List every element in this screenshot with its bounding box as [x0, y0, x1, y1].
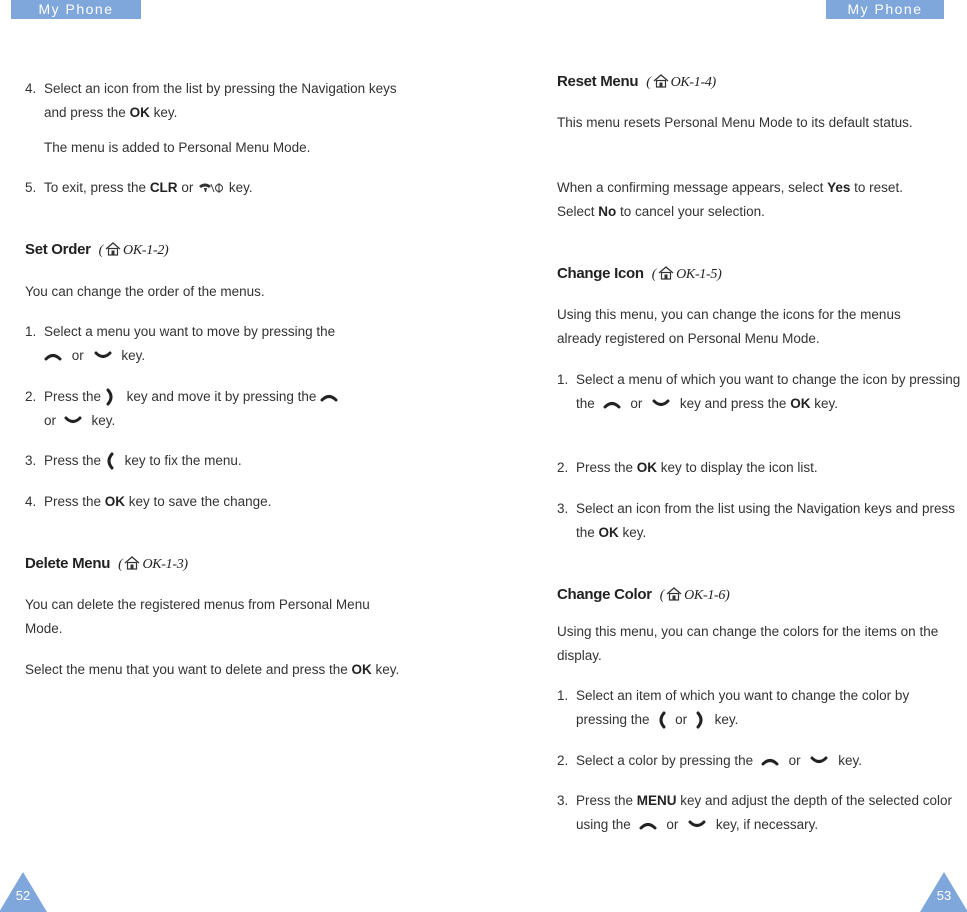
- page-number-text: 53: [936, 888, 952, 903]
- change-color-step-1: [557, 684, 961, 732]
- change-icon-step-1: [557, 368, 961, 416]
- reset-menu-para-1: This menu resets Personal Menu Mode to its default status.: [557, 115, 913, 130]
- section-title: Change Color: [557, 586, 652, 603]
- step-number: 3.: [557, 793, 569, 808]
- ref-open: (: [646, 75, 651, 90]
- ref-open: (: [118, 557, 123, 572]
- step-text: Press the: [44, 453, 102, 468]
- step-text-end: key.: [838, 753, 862, 768]
- step-text-end: key to display the icon list.: [657, 460, 818, 475]
- page-number-left: [0, 872, 47, 912]
- step-text: Select a color by pressing the: [576, 753, 754, 768]
- home-icon: [666, 587, 682, 601]
- nav-right-key-icon: [695, 711, 705, 729]
- menu-reference: OK-1-2): [123, 243, 169, 258]
- step-text: Select a menu you want to move by pressing the: [44, 324, 336, 339]
- reset-menu-heading: [557, 70, 942, 95]
- step-text: key and press the: [679, 396, 787, 411]
- delete-menu-para-2: [25, 658, 400, 682]
- para-text: Select the menu that you want to delete and press the: [25, 662, 352, 677]
- step-text: Select a menu of which you want to change the icon by pressing the: [576, 372, 961, 411]
- header-tab-right: My Phone: [826, 0, 944, 19]
- set-order-heading: [25, 238, 400, 263]
- home-icon: [124, 556, 140, 570]
- or-text: or: [44, 413, 57, 428]
- delete-menu-heading: [25, 552, 400, 577]
- nav-down-key-icon: [94, 351, 112, 361]
- para-text-end: to cancel your selection.: [616, 204, 765, 219]
- nav-down-key-icon: [688, 820, 706, 830]
- set-order-step-4: [25, 490, 419, 514]
- change-color-heading: [557, 583, 942, 608]
- step-text-end: key, if necessary.: [715, 817, 819, 832]
- section-title: Set Order: [25, 241, 91, 258]
- ok-key-label: OK: [104, 494, 126, 509]
- page-number-right: [920, 872, 967, 912]
- menu-key-label: MENU: [636, 793, 677, 808]
- step-text: Select an icon from the list by pressing the Navigation keys and press the: [44, 81, 397, 120]
- ref-open: (: [651, 267, 657, 282]
- step-number: 2.: [557, 460, 569, 475]
- nav-up-key-icon: [320, 392, 338, 402]
- nav-down-key-icon: [64, 416, 82, 426]
- ok-key-label: OK: [129, 105, 150, 120]
- step-number: 3.: [557, 501, 569, 516]
- step-text: Press the: [576, 460, 637, 475]
- menu-reference: OK-1-6): [684, 588, 730, 603]
- step-number: 1.: [25, 324, 37, 339]
- nav-right-key-icon: [105, 388, 115, 406]
- step-5: [25, 176, 419, 200]
- step-text-end: key.: [714, 712, 739, 727]
- step-number: 2.: [25, 389, 37, 404]
- set-order-step-3: [25, 449, 419, 473]
- change-icon-heading: [557, 262, 942, 287]
- nav-down-key-icon: [652, 399, 670, 409]
- para-text: When a confirming message appears, select: [557, 180, 828, 195]
- change-color-step-2: [557, 749, 961, 773]
- step-text-end: key to save the change.: [125, 494, 272, 509]
- step-number: 1.: [557, 688, 569, 703]
- change-color-intro: Using this menu, you can change the colors for the items on the display.: [557, 624, 939, 663]
- para-text-end: key.: [371, 662, 400, 677]
- step-text-end: key.: [149, 105, 178, 120]
- delete-menu-para-1: You can delete the registered menus from Personal Menu Mode.: [25, 597, 370, 636]
- step-number: 4.: [25, 81, 37, 96]
- step-4: [25, 77, 419, 125]
- ok-key-label: OK: [790, 396, 811, 411]
- ok-key-label: OK: [351, 662, 372, 677]
- change-color-step-3: [557, 789, 961, 837]
- step-text: Press the: [44, 494, 105, 509]
- step-text: key and move it by pressing the: [126, 389, 317, 404]
- step-number: 3.: [25, 453, 37, 468]
- step-text-end: key.: [121, 348, 146, 363]
- step-text: key and adjust the depth of the selected color using the: [576, 793, 952, 832]
- or-text: or: [71, 348, 84, 363]
- step-text-end: key.: [91, 413, 116, 428]
- step-text: Select an icon from the list using the Navigation keys and press the: [576, 501, 955, 540]
- menu-reference: OK-1-5): [676, 267, 722, 282]
- or-text: or: [666, 817, 679, 832]
- step-text: Press the: [44, 389, 102, 404]
- ref-open: (: [98, 243, 104, 258]
- nav-left-key-icon: [657, 711, 667, 729]
- ref-open: (: [659, 588, 665, 603]
- step-text-end: key to fix the menu.: [124, 453, 242, 468]
- header-tab-left: My Phone: [11, 0, 141, 19]
- home-icon: [653, 74, 669, 88]
- step-text: Select an item of which you want to change the color by pressing the: [576, 688, 910, 727]
- step-number: 1.: [557, 372, 569, 387]
- section-title: Change Icon: [557, 265, 644, 282]
- change-icon-step-3: [557, 497, 961, 545]
- menu-reference: OK-1-4): [670, 75, 716, 90]
- step-text: Press the: [576, 793, 637, 808]
- nav-up-key-icon: [44, 351, 62, 361]
- step-text-end: key.: [810, 396, 838, 411]
- step-text-end: key.: [225, 180, 253, 195]
- step-4-note: The menu is added to Personal Menu Mode.: [44, 140, 311, 155]
- set-order-intro: You can change the order of the menus.: [25, 284, 265, 299]
- ok-key-label: OK: [636, 460, 658, 475]
- step-number: 5.: [25, 180, 37, 195]
- no-label: No: [598, 204, 617, 219]
- or-text: or: [788, 753, 801, 768]
- reset-menu-para-2: [557, 176, 942, 224]
- change-icon-step-2: [557, 456, 961, 480]
- step-text-end: key.: [618, 525, 647, 540]
- para-text: to reset. Select: [557, 180, 903, 219]
- section-title: Delete Menu: [25, 555, 111, 572]
- home-icon: [658, 266, 674, 280]
- page-number-text: 52: [15, 888, 31, 903]
- home-icon: [105, 242, 121, 256]
- nav-up-key-icon: [761, 756, 779, 766]
- yes-label: Yes: [827, 180, 851, 195]
- nav-left-key-icon: [105, 452, 115, 470]
- clr-key-label: CLR: [149, 180, 178, 195]
- nav-down-key-icon: [810, 756, 828, 766]
- set-order-step-1: [25, 320, 419, 368]
- step-text-or: or: [177, 180, 198, 195]
- step-number: 2.: [557, 753, 569, 768]
- or-text: or: [675, 712, 688, 727]
- menu-reference: OK-1-3): [142, 557, 188, 572]
- change-icon-intro: Using this menu, you can change the icons for the menus already registered on Personal Menu Mode.: [557, 307, 901, 346]
- set-order-step-2: [25, 385, 419, 433]
- nav-up-key-icon: [639, 820, 657, 830]
- nav-up-key-icon: [603, 399, 621, 409]
- step-text: To exit, press the: [44, 180, 150, 195]
- ok-key-label: OK: [598, 525, 619, 540]
- end-power-key-icon: [197, 181, 225, 195]
- section-title: Reset Menu: [557, 73, 639, 90]
- step-number: 4.: [25, 494, 37, 509]
- or-text: or: [630, 396, 643, 411]
